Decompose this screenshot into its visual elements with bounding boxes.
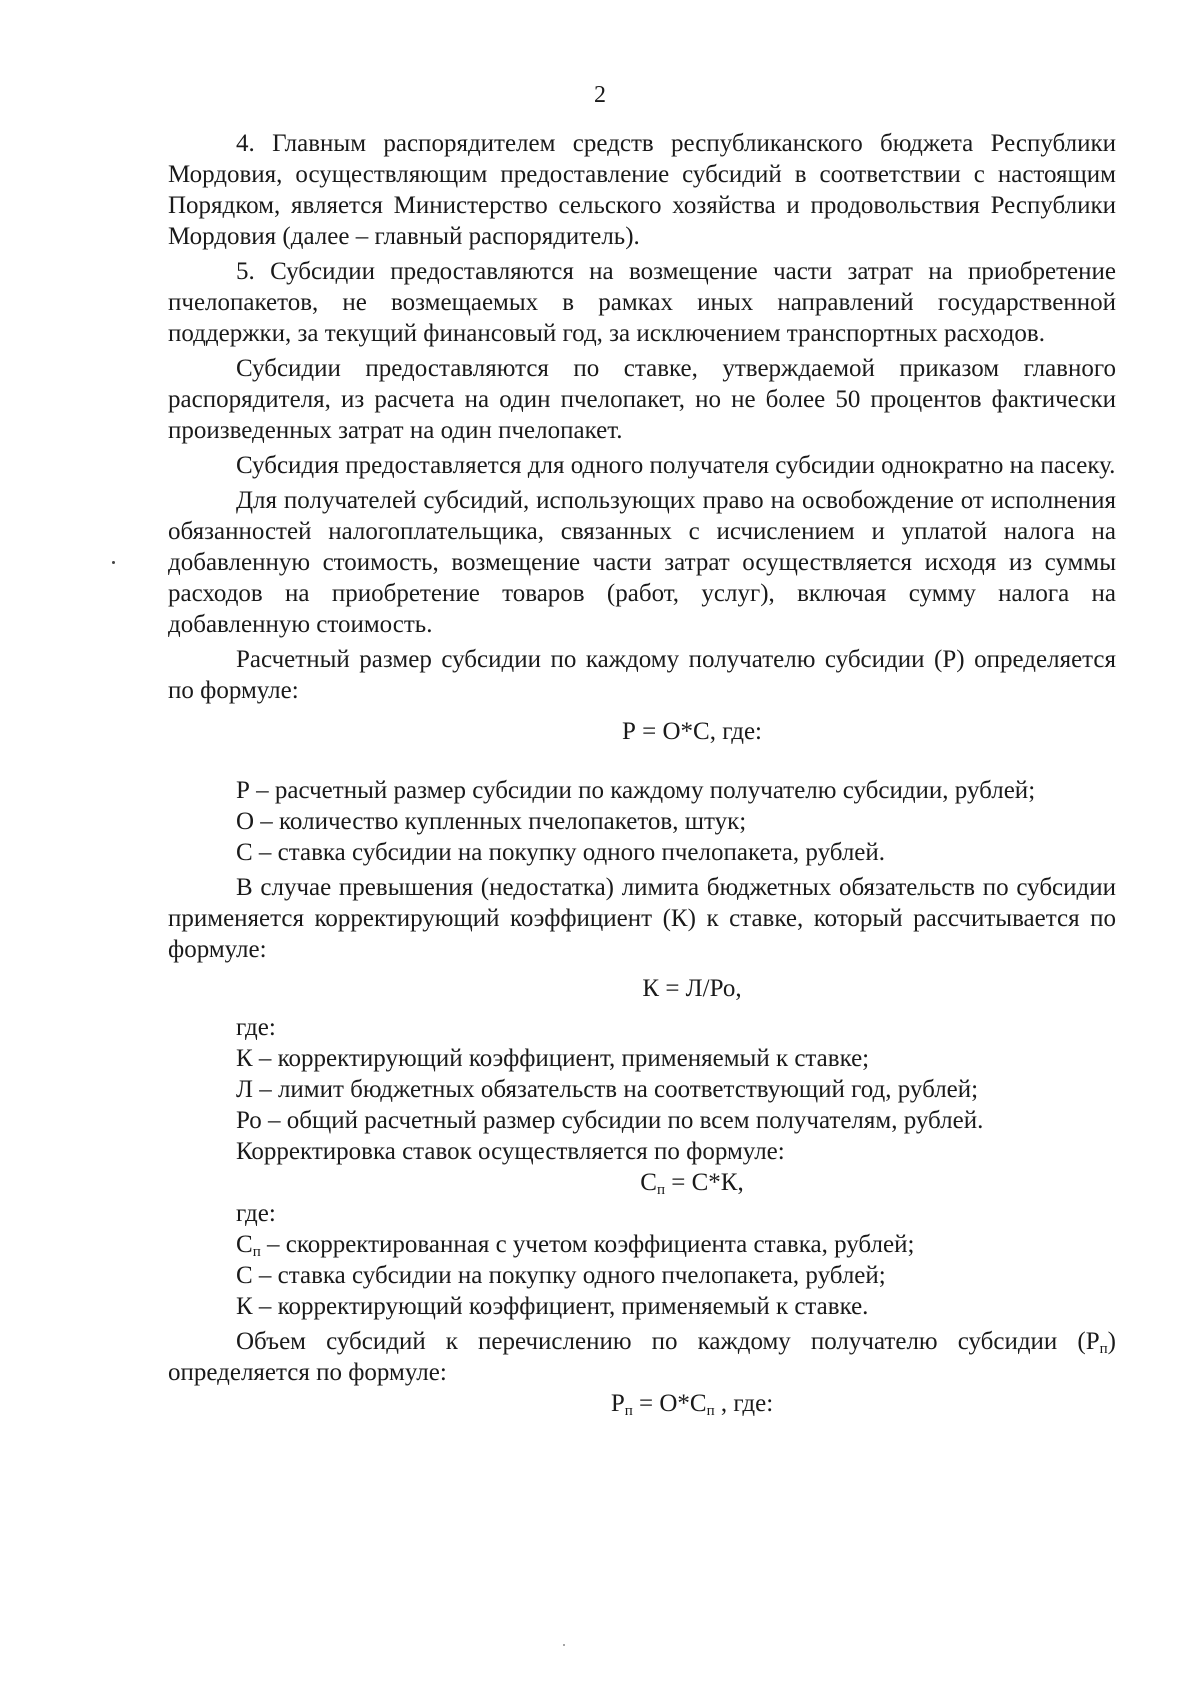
definition-p: Р – расчетный размер субсидии по каждому получателю субсидии, рублей;: [236, 777, 1036, 804]
definition-k-second: К – корректирующий коэффициент, применяемый к ставке.: [236, 1293, 869, 1320]
definition-cn-text: – скорректированная с учетом коэффициента ставка, рублей;: [260, 1231, 915, 1258]
definition-k: К – корректирующий коэффициент, применяемый к ставке;: [236, 1045, 870, 1072]
scan-speck: [563, 1644, 565, 1646]
formula-cn: [168, 1167, 1116, 1198]
scan-speck: [112, 561, 115, 564]
formula-pn-lhs: Р: [610, 1390, 625, 1417]
page-number: 2: [594, 82, 606, 108]
definition-c: С – ставка субсидии на покупку одного пчелопакета, рублей.: [236, 839, 886, 866]
definition-cn-symbol: С: [236, 1231, 253, 1258]
formula-pn-c-subscript: п: [706, 1403, 715, 1419]
paragraph-4: 4. Главным распорядителем средств республиканского бюджета Республики Мордовия, осуществляющим предоставление субсидий в соответствии с настоящим Порядком, является Министерство сельского хозяйства и продовольствия Республики Мордовия (далее – главный распорядитель).: [168, 130, 1116, 250]
definition-o: О – количество купленных пчелопакетов, штук;: [236, 808, 747, 835]
paragraph-volume-text: Объем субсидий к перечислению по каждому получателю субсидии (Р: [236, 1328, 1100, 1355]
paragraph-adjust: Корректировка ставок осуществляется по формуле:: [236, 1138, 785, 1165]
formula-p: Р = О*С, где:: [621, 718, 762, 745]
formula-pn-tail: , где:: [714, 1390, 774, 1417]
definition-c-second: С – ставка субсидии на покупку одного пчелопакета, рублей;: [236, 1262, 886, 1289]
paragraph-volume-text-end: ) определяется по формуле:: [168, 1328, 1116, 1386]
definition-cn-subscript: п: [252, 1244, 261, 1260]
paragraph-vat: Для получателей субсидий, использующих право на освобождение от исполнения обязанностей налогоплательщика, связанных с исчислением и уплатой налога на добавленную стоимость, возмещение части затрат осуществляется исходя из суммы расходов на приобретение товаров (работ, услуг), включая сумму налога на добавленную стоимость.: [168, 487, 1116, 638]
paragraph-volume-subscript: п: [1099, 1341, 1108, 1357]
definition-cn: [168, 1229, 1116, 1260]
paragraph-excess: В случае превышения (недостатка) лимита бюджетных обязательств по субсидии применяется корректирующий коэффициент (К) к ставке, который рассчитывается по формуле:: [168, 874, 1116, 963]
document-body: [168, 128, 1116, 1419]
formula-cn-subscript: п: [656, 1182, 665, 1198]
formula-cn-rhs: = С*К,: [665, 1169, 744, 1196]
formula-k: К = Л/Ро,: [642, 975, 742, 1002]
definition-po: Ро – общий расчетный размер субсидии по всем получателям, рублей.: [236, 1107, 984, 1134]
paragraph-rate: Субсидии предоставляются по ставке, утверждаемой приказом главного распорядителя, из расчета на один пчелопакет, но не более 50 процентов фактически произведенных затрат на один пчелопакет.: [168, 355, 1116, 444]
formula-pn: [168, 1388, 1116, 1419]
where-label: где:: [236, 1014, 276, 1041]
where-label: где:: [236, 1200, 276, 1227]
paragraph-5: 5. Субсидии предоставляются на возмещение части затрат на приобретение пчелопакетов, не возмещаемых в рамках иных направлений государственной поддержки, за текущий финансовый год, за исключением транспортных расходов.: [168, 258, 1116, 347]
formula-pn-mid: = О*С: [632, 1390, 707, 1417]
formula-cn-lhs: С: [640, 1169, 657, 1196]
formula-pn-lhs-subscript: п: [624, 1403, 633, 1419]
paragraph-calc: Расчетный размер субсидии по каждому получателю субсидии (Р) определяется по формуле:: [168, 646, 1116, 704]
definition-l: Л – лимит бюджетных обязательств на соответствующий год, рублей;: [236, 1076, 979, 1103]
paragraph-once: Субсидия предоставляется для одного получателя субсидии однократно на пасеку.: [236, 452, 1116, 479]
paragraph-volume: [168, 1326, 1116, 1388]
